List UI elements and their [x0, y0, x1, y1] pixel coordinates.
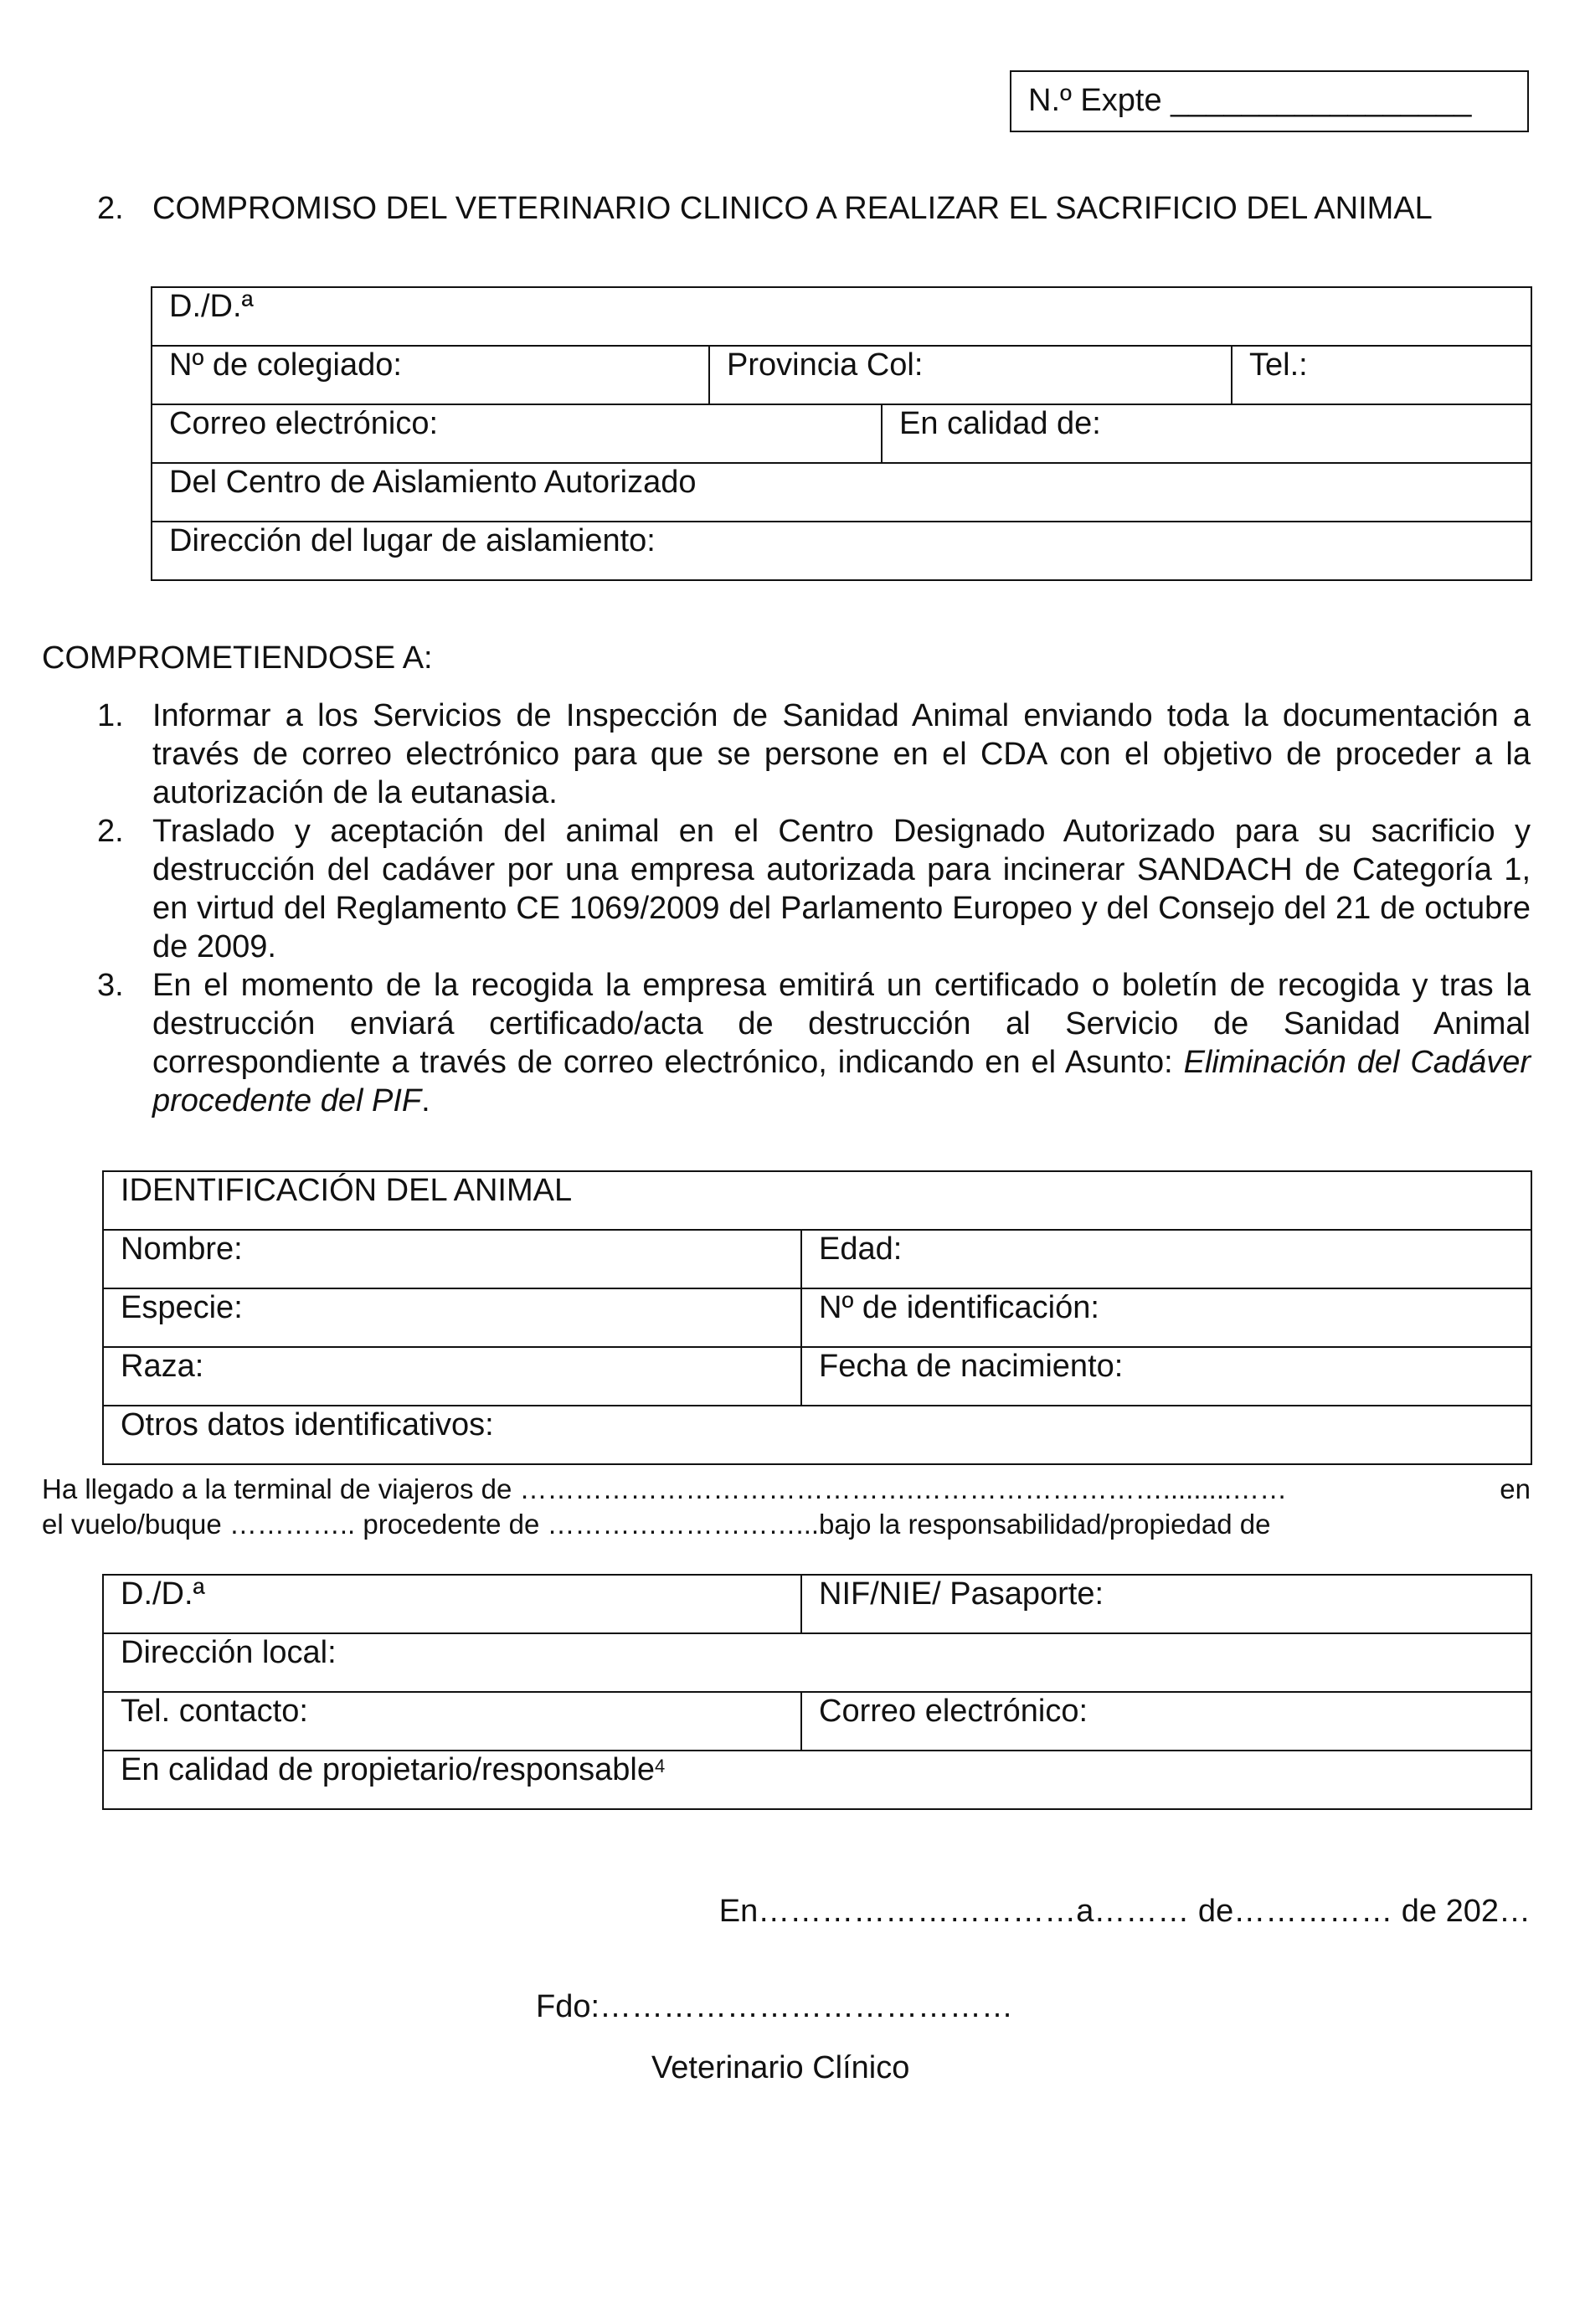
list-item-text: Informar a los Servicios de Inspección de Sanidad Animal enviando toda la documentación a través de correo electrónico para que se persone en el CDA con el objetivo de proceder a la autorización de la eutanasia. [152, 698, 1531, 810]
owner-direccion-field[interactable]: Dirección local: [103, 1633, 1531, 1692]
owner-name-field[interactable]: D./D.ª [103, 1575, 801, 1633]
list-item-text: En el momento de la recogida la empresa emitirá un certificado o boletín de recogida y tras la destrucción enviará certificado/acta de destrucción al Servicio de Sanidad Animal correspondiente a través de correo electrónico, indicando en el Asunto: Eliminación del Cadáver procedente del PIF. [152, 968, 1531, 1118]
list-item [97, 697, 1531, 812]
vet-colegiado-field[interactable]: Nº de colegiado: [152, 346, 709, 404]
list-item-number: 1. [97, 698, 124, 733]
list-item-number: 2. [97, 814, 124, 849]
animal-raza-field[interactable]: Raza: [103, 1347, 801, 1406]
section-title: COMPROMISO DEL VETERINARIO CLINICO A REALIZAR EL SACRIFICIO DEL ANIMAL [152, 191, 1433, 226]
section-number: 2. [97, 191, 124, 226]
animal-info-table [102, 1170, 1532, 1465]
animal-especie-field[interactable]: Especie: [103, 1288, 801, 1347]
email-subject: Eliminación del Cadáver procedente del PIF [152, 1045, 1531, 1118]
expediente-number-box [1010, 70, 1529, 132]
footnote-marker: 4 [654, 1756, 666, 1776]
owner-nif-field[interactable]: NIF/NIE/ Pasaporte: [801, 1575, 1531, 1633]
list-item-number: 3. [97, 968, 124, 1003]
animal-nombre-field[interactable]: Nombre: [103, 1230, 801, 1288]
arrival-statement [42, 1472, 1531, 1542]
signature-line: Fdo:………………………………… [536, 1989, 1014, 2024]
arrival-line-2: el vuelo/buque ………….. procedente de ………………………...bajo la responsabilidad/propiedad de [42, 1509, 1271, 1540]
arrival-line-1: Ha llegado a la terminal de viajeros de …………………………………….……………………….........…… [42, 1473, 1288, 1504]
vet-direccion-field[interactable]: Dirección del lugar de aislamiento: [152, 522, 1531, 580]
vet-provincia-field[interactable]: Provincia Col: [709, 346, 1232, 404]
owner-email-field[interactable]: Correo electrónico: [801, 1692, 1531, 1751]
animal-edad-field[interactable]: Edad: [801, 1230, 1531, 1288]
vet-name-field[interactable]: D./D.ª [152, 287, 1531, 346]
list-item [97, 966, 1531, 1120]
animal-identificacion-field[interactable]: Nº de identificación: [801, 1288, 1531, 1347]
owner-tel-field[interactable]: Tel. contacto: [103, 1692, 801, 1751]
vet-calidad-field[interactable]: En calidad de: [882, 404, 1531, 463]
commitments-heading: COMPROMETIENDOSE A: [42, 640, 433, 676]
list-item-text: Traslado y aceptación del animal en el Centro Designado Autorizado para su sacrificio y destrucción del cadáver por una empresa autorizada para incinerar SANDACH de Categoría 1, en virtud del Reglamento CE 1069/2009 del Parlamento Europeo y del Consejo del 21 de octubre de 2009. [152, 814, 1531, 964]
vet-email-field[interactable]: Correo electrónico: [152, 404, 882, 463]
animal-table-heading: IDENTIFICACIÓN DEL ANIMAL [103, 1171, 1531, 1230]
vet-tel-field[interactable]: Tel.: [1232, 346, 1531, 404]
animal-nacimiento-field[interactable]: Fecha de nacimiento: [801, 1347, 1531, 1406]
signature-role: Veterinario Clínico [651, 2050, 910, 2085]
owner-info-table [102, 1574, 1532, 1810]
vet-centro-field[interactable]: Del Centro de Aislamiento Autorizado [152, 463, 1531, 522]
vet-info-table [151, 286, 1532, 581]
expediente-label: N.º Expte _________________ [1028, 83, 1472, 118]
commitments-list [97, 697, 1531, 1120]
animal-otros-field[interactable]: Otros datos identificativos: [103, 1406, 1531, 1464]
owner-calidad-field[interactable]: En calidad de propietario/responsable$^4$ [103, 1751, 1531, 1809]
date-place-line: En…………………………a……… de…………… de 202… [718, 1894, 1531, 1929]
list-item [97, 812, 1531, 966]
arrival-line-1-end: en [1500, 1473, 1531, 1504]
